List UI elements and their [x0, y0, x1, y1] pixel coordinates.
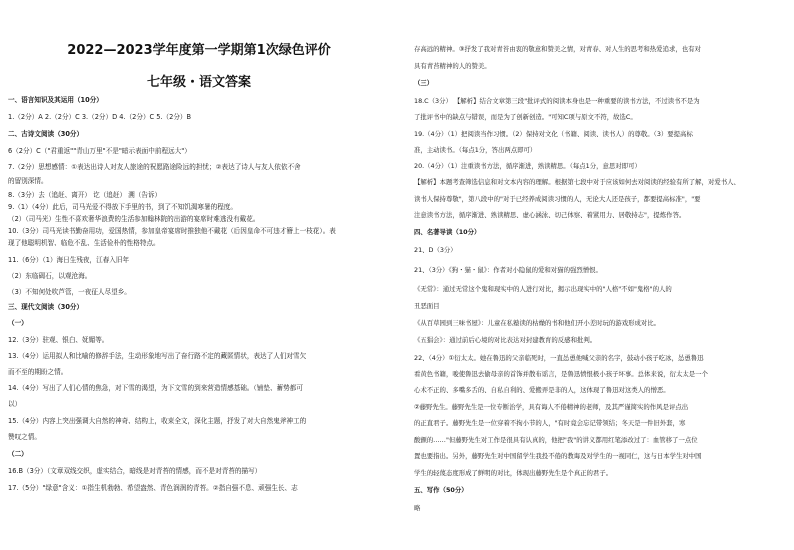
text-line: 了批评书中的缺点与错误，而是为了创新创造。"可知C项与原文不符，故选C。 — [414, 113, 637, 121]
text-line: 现了他聪明机智、临危不乱、生活俭朴的性格特点。 — [8, 239, 160, 247]
page-title: 2022—2023学年度第一学期第1次绿色评价 — [67, 43, 331, 58]
text-line: 看黄色书籍，唆使鲁迅去偷母亲的首饰并散布谣言，是鲁迅愤恨极小孩子坏事。总体来说，衍太太是一个 — [414, 370, 708, 378]
section-heading: 一、语言知识及其运用（10分） — [8, 96, 103, 104]
text-line: 置也要指出。另外，藤野先生对中国留学生我投不倦的教诲及对学生的一视同仁，这与日本学生对中国 — [414, 452, 702, 460]
text-line: 9.（1）（4分）此后，司马光爱不得放下手里的书，到了不知饥渴寒暑的程度。 — [8, 203, 237, 211]
text-line: （2）（司马光）生性不喜欢奢华浪费的生活参加翰林院的出游的宴席时难逃没有戴花。 — [8, 215, 260, 223]
text-line: 而不至的期盼之情。 — [8, 368, 68, 376]
text-line: 11.（6分）（1）海日生残夜，江春入旧年 — [8, 256, 130, 264]
text-line: 存高远的精神。③抒发了我对青苔由衷的敬意和赞美之情，对青春、对人生的思考和热爱追求，也有对 — [414, 45, 701, 53]
text-line: 《无常》：通过无常这个鬼和现实中的人进行对比，揭示出现实中的"人格"不如"鬼格"的人的 — [414, 285, 672, 293]
text-line: ②藤野先生。藤野先生是一位专断治学，具有诲人不倦精神的老师，及其严谨简实的作风是评点出 — [414, 403, 689, 411]
text-line: 以） — [8, 400, 22, 408]
subsection-heading: （一） — [8, 319, 28, 327]
text-line: 22、（4分）①衍太太。她在鲁迅的父亲临死时，一直怂恿他喊父亲的名字，鼓动小孩子吃冰，怂恿鲁迅 — [414, 354, 704, 362]
text-line: 【解析】本题考查筛选信息和对文本内容的理解。根据第七段中对于应该如何去对阅读的经验有所了解，对爱书人、 — [414, 178, 740, 186]
text-line: 6（2分）C（"君重返""青山万里"不是"暗示表面中前程远大"） — [8, 147, 191, 155]
text-line: 心术不正的、多嘴多舌的、自私自利的、爱搬弄是非的人，这体现了鲁迅对这类人的憎恶。 — [414, 386, 670, 394]
text-line: 21、（3分）《狗・猫・鼠》：作者对小隐鼠的爱和对猫的强烈憎恨。 — [414, 266, 602, 274]
text-line: 13.（4分）运用拟人和比喻的修辞手法，生动形象地写出了奋行路不定的藏匿情状，表达了人们对雪欠 — [8, 352, 307, 360]
text-line: 10.（3分）司马光读书勤奋用功，爱国热情，参加皇帝宴席时推独他不戴花（后因皇命不可违才簪上一枝花）。表 — [8, 227, 336, 235]
text-line: 14.（4分）写出了人们心情的焦急，对下雪的渴望，为下文雪的到来营造情感基础。（铺垫、蓄势都可 — [8, 384, 303, 392]
text-line: 16.B（3分）（文章双线交织，虚实结合，暗线是对青苔的情感，而不是对青苔的描写） — [8, 467, 262, 475]
text-line: 酸颤的……"但藤野先生对工作是很具有认真的，他把"我"的讲义都用红笔添改过了：血管移了一点位 — [414, 436, 698, 444]
text-line: （2）东临碣石，以观沧海。 — [8, 272, 92, 280]
text-line: 丑恶面目 — [414, 302, 440, 310]
text-line: （3）不知何处吹芦管，一夜征人尽望乡。 — [8, 288, 131, 296]
text-line: 读书人保持尊敬"，第八段中的"对于已经养成阅读习惯的人，无论大人还是孩子，都要提高标准"，"要 — [414, 195, 701, 203]
text-line: 准，主动读书。（每点1分，答出两点即可） — [414, 146, 537, 154]
text-line: 12.（3分）驻观、银白、妩媚等。 — [8, 336, 109, 344]
text-line: 具有青苔精神的人的赞美。 — [414, 62, 491, 70]
text-line: 的正直君子。藤野先生是一位穿着不拘小节的人，"有时竟会忘记带领结；冬天是一件旧外套，寒 — [414, 419, 686, 427]
text-line: 21、D（3分） — [414, 246, 457, 254]
text-line: 17.（5分）"绿意"含义：①指生机勃勃、希望盎然、青色润润的青苔。②指自强不息、顽强生长、志 — [8, 484, 298, 492]
page-subtitle: 七年级・语文答案 — [146, 75, 251, 90]
text-line: 18.C（3分） 【解析】结合文章第三段"批评式的阅读本身也是一种重要的读书方法，不过读书不是为 — [414, 97, 700, 105]
text-line: 赞叹之情。 — [8, 433, 41, 441]
text-line: 8.（3分）去（追赶、离开） 讫（追赶） 溯（告诉） — [8, 191, 162, 199]
text-line: 19.（4分）（1）把阅读当作习惯。（2）保持对文化（书籍、阅读、读书人）的尊敬。（3）要提高标 — [414, 130, 693, 138]
text-line: 15.（4分）内容上突出强调大自然的神奇、结构上，收束全文，深化主题，抒发了对大自然鬼斧神工的 — [8, 417, 307, 425]
section-heading: 五、写作（50分） — [414, 486, 468, 494]
section-heading: 三、现代文阅读（30分） — [8, 303, 84, 311]
subsection-heading: （二） — [8, 450, 28, 458]
text-line: 略 — [414, 504, 421, 512]
subsection-heading: （三） — [414, 79, 434, 87]
section-heading: 四、名著导读（10分） — [414, 228, 481, 236]
text-line: 1.（2分）A 2.（2分）C 3.（2分）D 4.（2分）C 5.（2分）B — [8, 113, 192, 121]
text-line: 《五猖会》：通过前后心境的对比表达对封建教育的反感和批判。 — [414, 336, 597, 344]
section-heading: 二、古诗文阅读（30分） — [8, 130, 84, 138]
text-line: 的留别深情。 — [8, 177, 48, 185]
text-line: 学生的轻蔑态度形成了鲜明的对比，体现出藤野先生是个真正的君子。 — [414, 469, 613, 477]
text-line: 7.（2分）思想感情：①表达出诗人对友人旅途的祝愿路途险远的担忧；②表达了诗人与友人依依不舍 — [8, 163, 301, 171]
text-line: 《从百草园到三味书屋》：儿童在私塾读的枯燥的书和他们开小差时玩的游戏形成对比。 — [414, 319, 661, 327]
text-line: 注意读书方法，循序渐进、熟读精思、虚心涵泳、切己体察、着紧用力、居敬持志"，提炼作答。 — [414, 211, 686, 219]
text-line: 20.（4分）（1）注重读书方法，循序渐进，熟读精思。（每点1分，意思对即可） — [414, 162, 641, 170]
